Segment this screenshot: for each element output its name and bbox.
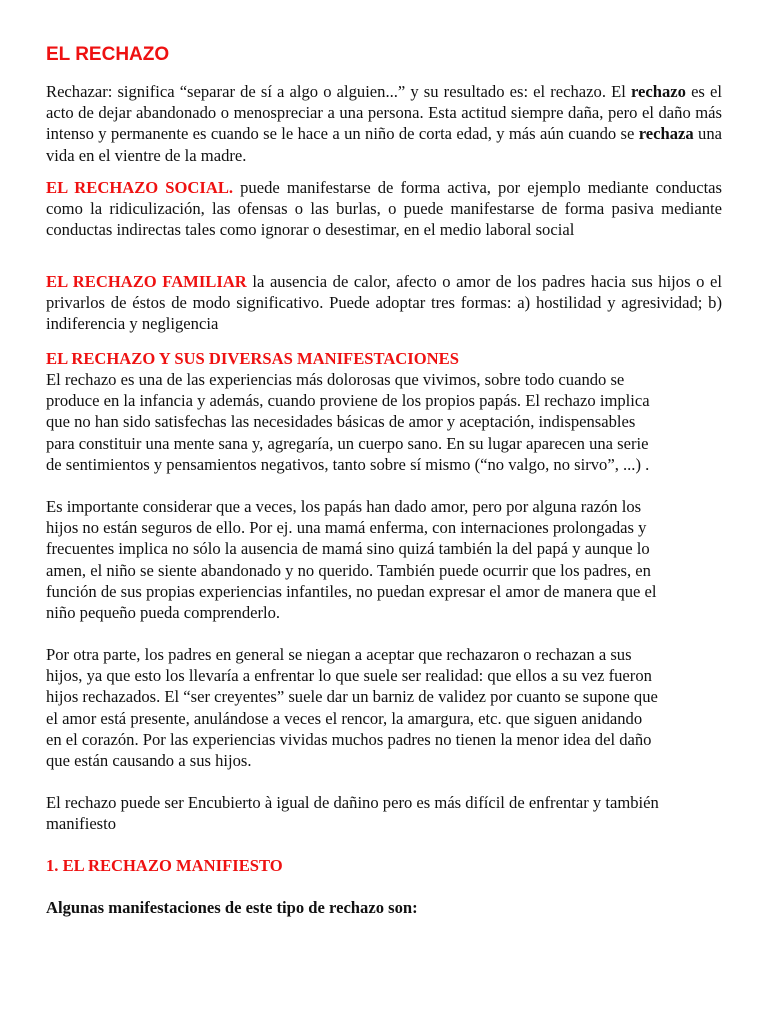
family-rejection-label: EL RECHAZO FAMILIAR — [46, 272, 247, 291]
intro-paragraph: Rechazar: significa “separar de sí a algo o alguien...” y su resultado es: el rechazo. El rechazo es el acto de dejar abandonado o menospreciar a una persona. Esta actitud siempre daña, pero el daño más intenso y permanente es cuando se le hace a un niño de corta edad, y más aún cuando se rechaza una vida en el vientre de la madre. — [46, 82, 723, 165]
section-heading-manifestations: EL RECHAZO Y SUS DIVERSAS MANIFESTACIONES — [46, 349, 459, 368]
paragraph-parents-denial: Por otra parte, los padres en general se niegan a aceptar que rechazaron o rechazan a sus hijos, ya que esto los llevaría a enfrentar lo que suele ser realidad: que ellos a su vez fueron hijos rechazados. El “ser creyentes” suele dar un barniz de validez por cuanto se supone que el amor está presente, anulándose a veces el rencor, la amargura, etc. que siguen anidando en el corazón. Por las experiencias vividas muchos padres no tienen la menor idea del daño que están causando a sus hijos. — [46, 645, 658, 771]
paragraph-parents-love: Es importante considerar que a veces, los papás han dado amor, pero por alguna razón los hijos no están seguros de ello. Por ej. una mamá enferma, con internaciones prolongadas y frecuentes implica no sólo la ausencia de mamá sino quizá también la del papá y aunque lo amen, el niño se siente abandonado y no querido. También puede ocurrir que los padres, en función de sus propias experiencias infantiles, no puedan expresar el amor de manera que el niño pequeño pueda comprenderlo. — [46, 497, 657, 623]
social-rejection-paragraph: EL RECHAZO SOCIAL. puede manifestarse de forma activa, por ejemplo mediante conductas como la ridiculización, las ofensas o las burlas, o puede manifestarse de forma pasiva mediante conductas indirectas tales como ignorar o desestimar, en el medio laboral social — [46, 178, 723, 240]
document-title: EL RECHAZO — [46, 44, 170, 65]
paragraph-manifestations-intro: Algunas manifestaciones de este tipo de rechazo son: — [46, 898, 418, 917]
paragraph-rejection-experience: El rechazo es una de las experiencias más dolorosas que vivimos, sobre todo cuando se produce en la infancia y además, cuando proviene de los propios papás. El rechazo implica que no han sido satisfechas las necesidades básicas de amor y aceptación, indispensables para constituir una mente sana y, agregaría, un cuerpo sano. En su lugar aparecen una serie de sentimientos y pensamientos negativos, tanto sobre sí mismo (“no valgo, no sirvo”, ...) . — [46, 370, 650, 474]
paragraph-covert-manifest: El rechazo puede ser Encubierto à igual de dañino pero es más difícil de enfrentar y también manifiesto — [46, 793, 659, 834]
social-rejection-label: EL RECHAZO SOCIAL. — [46, 178, 234, 197]
section-heading-manifest-rejection: 1. EL RECHAZO MANIFIESTO — [46, 856, 283, 875]
family-rejection-paragraph: EL RECHAZO FAMILIAR la ausencia de calor, afecto o amor de los padres hacia sus hijos o el privarlos de éstos de modo significativo. Puede adoptar tres formas: a) hostilidad y agresividad; b) indiferencia y negligencia — [46, 272, 722, 334]
